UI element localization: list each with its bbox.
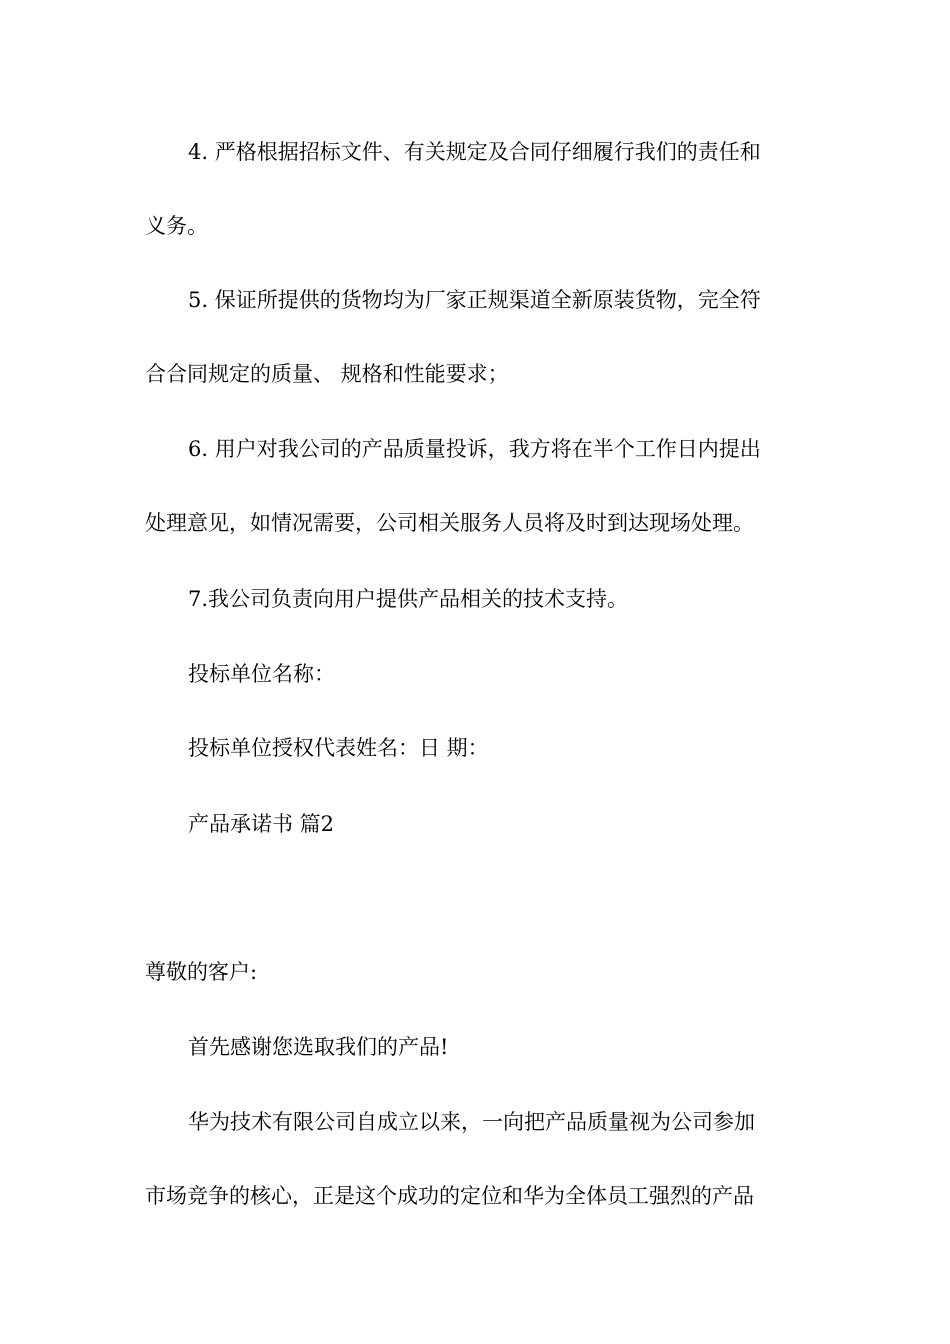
salutation: 尊敬的客户: bbox=[145, 960, 258, 984]
paragraph-7: 7.我公司负责向用户提供产品相关的技术支持。 bbox=[188, 587, 629, 611]
authorized-representative-label: 投标单位授权代表姓名：日 期： bbox=[188, 736, 489, 760]
paragraph-6-line-2: 处理意见，如情况需要，公司相关服务人员将及时到达现场处理。 bbox=[145, 511, 754, 535]
paragraph-6-line-1: 6. 用户对我公司的产品质量投诉，我方将在半个工作日内提出 bbox=[188, 437, 761, 461]
section-heading: 产品承诺书 篇2 bbox=[188, 812, 335, 836]
company-paragraph-line-1: 华为技术有限公司自成立以来，一向把产品质量视为公司参加 bbox=[188, 1110, 755, 1134]
paragraph-4-line-1: 4. 严格根据招标文件、有关规定及合同仔细履行我们的责任和 bbox=[188, 140, 761, 164]
bidder-name-label: 投标单位名称： bbox=[188, 662, 335, 686]
paragraph-4-line-2: 义务。 bbox=[145, 214, 208, 238]
paragraph-5-line-1: 5. 保证所提供的货物均为厂家正规渠道全新原装货物，完全符 bbox=[188, 288, 761, 312]
thanks-line: 首先感谢您选取我们的产品! bbox=[188, 1035, 449, 1059]
company-paragraph-line-2: 市场竞争的核心，正是这个成功的定位和华为全体员工强烈的产品 bbox=[145, 1184, 754, 1208]
paragraph-5-line-2: 合合同规定的质量、 规格和性能要求； bbox=[145, 362, 509, 386]
